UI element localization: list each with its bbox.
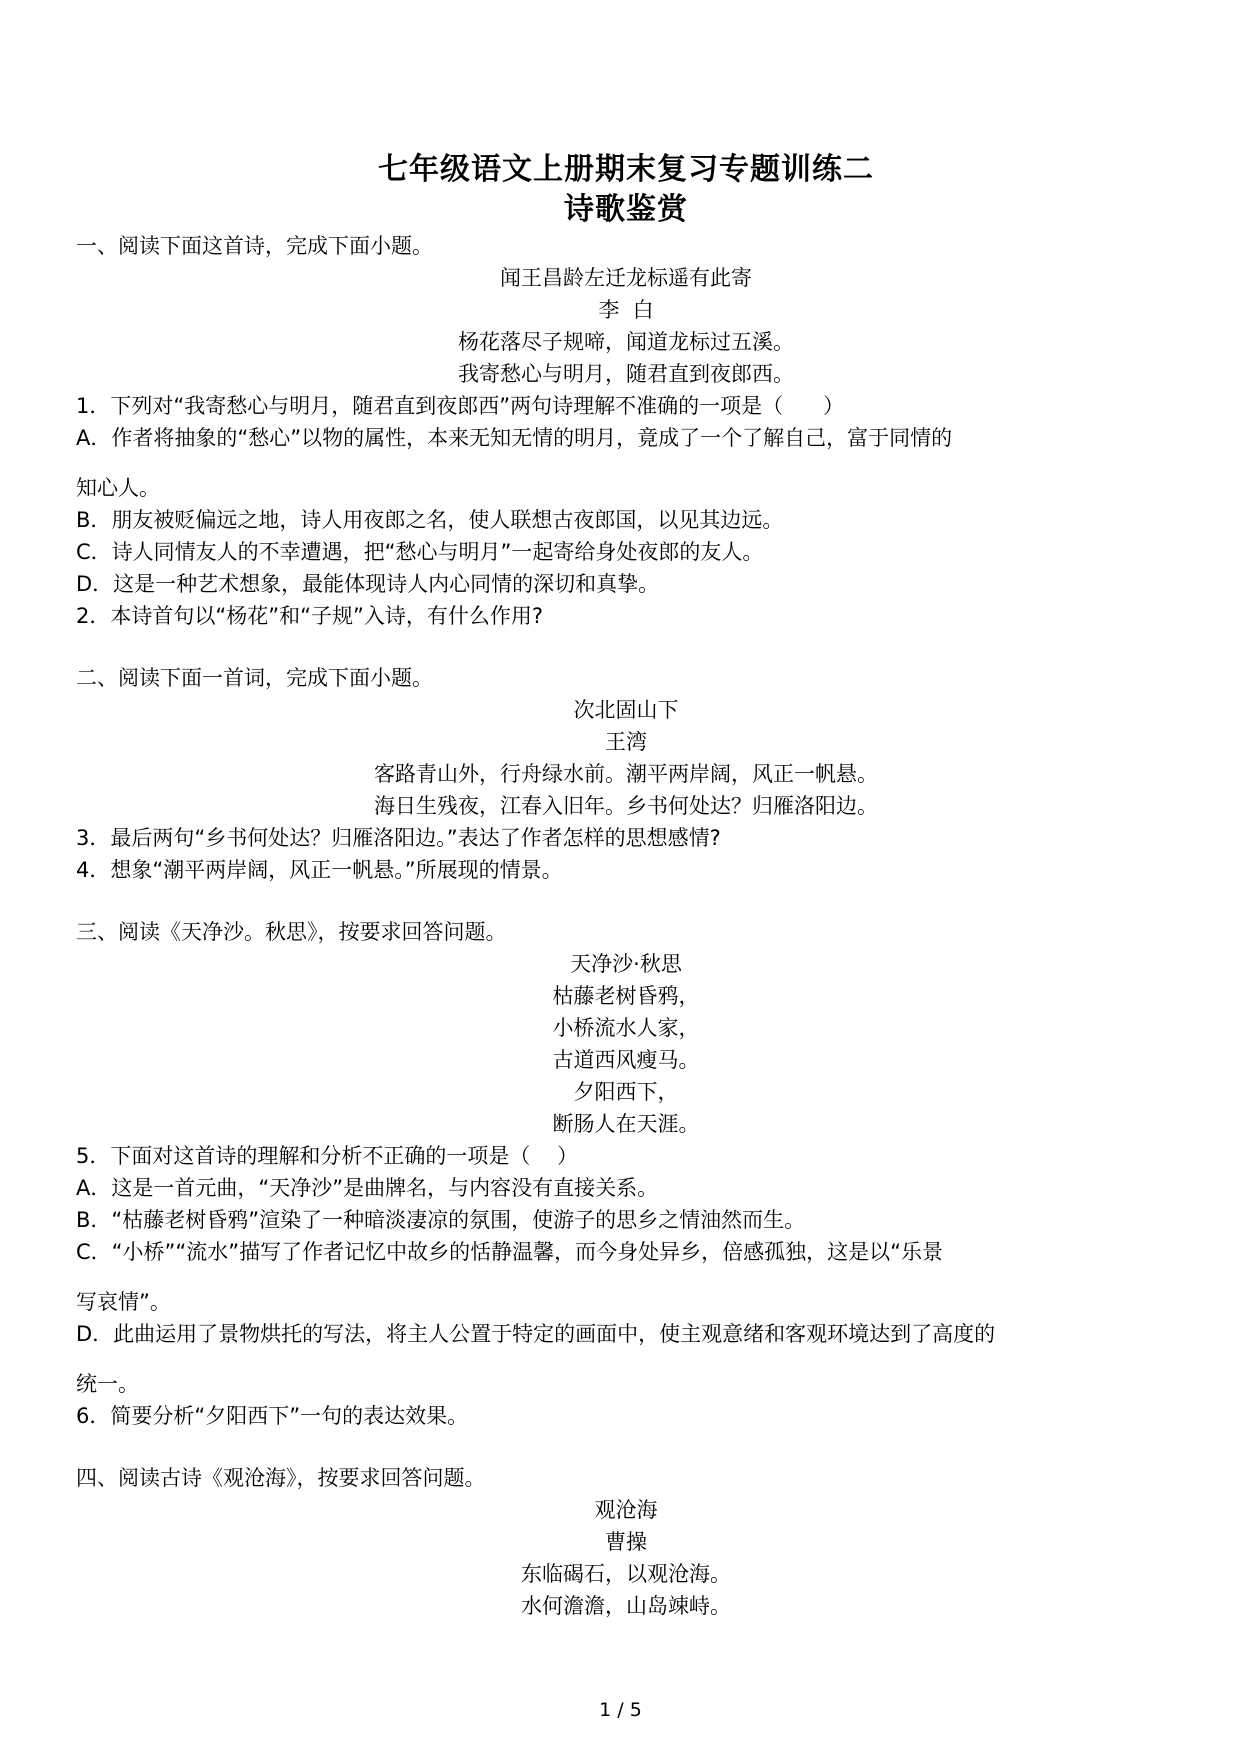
poem-line: 海日生残夜，江春入旧年。乡书何处达？归雁洛阳边。 xyxy=(374,794,878,818)
poem-line: 古道西风瘦马。 xyxy=(552,1048,700,1072)
poem-line: 东临碣石，以观沧海。 xyxy=(521,1562,731,1586)
poem-title: 次北固山下 xyxy=(573,698,679,722)
poem-line: 杨花落尽子规啼，闻道龙标过五溪。 xyxy=(458,330,794,354)
document-subtitle: 诗歌鉴赏 xyxy=(564,192,688,227)
section-heading: 三、阅读《天净沙。秋思》，按要求回答问题。 xyxy=(76,920,507,944)
poem-author: 曹操 xyxy=(605,1530,647,1554)
poem-line: 小桥流水人家， xyxy=(552,1016,700,1040)
option-c-cont: 写哀情”。 xyxy=(76,1290,171,1314)
poem-line: 断肠人在天涯。 xyxy=(552,1112,700,1136)
option-c: C．“小桥”“流水”描写了作者记忆中故乡的恬静温馨，而今身处异乡，倍感孤独，这是以“乐景 xyxy=(76,1240,944,1264)
option-d: D．这是一种艺术想象，最能体现诗人内心同情的深切和真挚。 xyxy=(76,572,660,596)
poem-title: 观沧海 xyxy=(594,1498,658,1522)
poem-line: 客路青山外，行舟绿水前。潮平两岸阔，风正一帆悬。 xyxy=(374,762,878,786)
document-title: 七年级语文上册期末复习专题训练二 xyxy=(378,152,874,187)
poem-title: 天净沙·秋思 xyxy=(570,952,682,976)
question-2: 2．本诗首句以“杨花”和“子规”入诗，有什么作用? xyxy=(76,604,544,628)
poem-title: 闻王昌龄左迁龙标遥有此寄 xyxy=(500,266,752,290)
document-page xyxy=(76,150,1176,1622)
poem-line: 我寄愁心与明月，随君直到夜郎西。 xyxy=(458,362,794,386)
question-5: 5．下面对这首诗的理解和分析不正确的一项是（ ） xyxy=(76,1144,579,1168)
poem-author: 王湾 xyxy=(605,730,647,754)
option-d-cont: 统一。 xyxy=(76,1372,139,1396)
question-4: 4．想象“潮平两岸阔，风正一帆悬。”所展现的情景。 xyxy=(76,858,563,882)
question-3: 3．最后两句“乡书何处达？归雁洛阳边。”表达了作者怎样的思想感情? xyxy=(76,826,721,850)
question-6: 6．简要分析“夕阳西下”一句的表达效果。 xyxy=(76,1404,469,1428)
section-heading: 四、阅读古诗《观沧海》，按要求回答问题。 xyxy=(76,1466,486,1490)
poem-line: 枯藤老树昏鸦， xyxy=(552,984,700,1008)
poem-line: 水何澹澹，山岛竦峙。 xyxy=(521,1594,731,1618)
page-number: 1 / 5 xyxy=(599,1699,642,1721)
option-c: C．诗人同情友人的不幸遭遇，把“愁心与明月”一起寄给身处夜郎的友人。 xyxy=(76,540,764,564)
section-heading: 二、阅读下面一首词，完成下面小题。 xyxy=(76,666,433,690)
option-b: B．“枯藤老树昏鸦”渲染了一种暗淡凄凉的氛围，使游子的思乡之情油然而生。 xyxy=(76,1208,806,1232)
option-a: A．作者将抽象的“愁心”以物的属性，本来无知无情的明月，竟成了一个了解自己，富于同情的 xyxy=(76,426,953,450)
option-a-cont: 知心人。 xyxy=(76,476,160,500)
section-heading: 一、阅读下面这首诗，完成下面小题。 xyxy=(76,234,433,258)
option-d: D．此曲运用了景物烘托的写法，将主人公置于特定的画面中，使主观意绪和客观环境达到了高度的 xyxy=(76,1322,996,1346)
option-b: B．朋友被贬偏远之地，诗人用夜郎之名，使人联想古夜郎国，以见其边远。 xyxy=(76,508,784,532)
option-a: A．这是一首元曲，“天净沙”是曲牌名，与内容没有直接关系。 xyxy=(76,1176,659,1200)
poem-line: 夕阳西下， xyxy=(573,1080,679,1104)
question-1: 1．下列对“我寄愁心与明月，随君直到夜郎西”两句诗理解不准确的一项是（ ） xyxy=(76,394,845,418)
poem-author: 李 白 xyxy=(598,298,654,322)
